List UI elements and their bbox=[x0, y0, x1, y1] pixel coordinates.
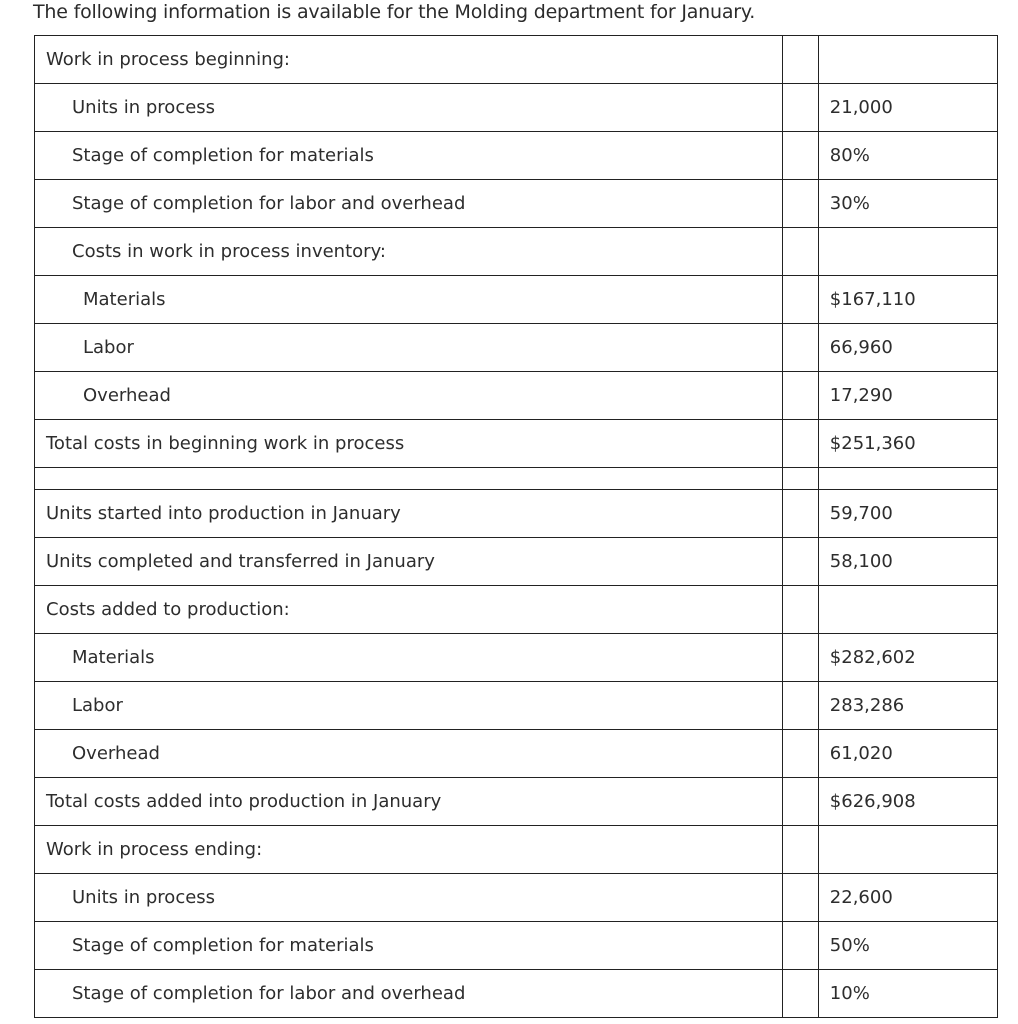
spacer-cell bbox=[782, 132, 818, 180]
table-row bbox=[35, 228, 998, 276]
spacer-cell bbox=[782, 420, 818, 468]
table-row bbox=[35, 874, 998, 922]
table-row bbox=[35, 538, 998, 586]
row-value bbox=[818, 468, 997, 490]
row-value bbox=[818, 36, 997, 84]
row-label: Stage of completion for materials bbox=[35, 922, 783, 970]
row-label: Overhead bbox=[35, 372, 783, 420]
table-row bbox=[35, 180, 998, 228]
spacer-cell bbox=[782, 778, 818, 826]
row-value: $282,602 bbox=[818, 634, 997, 682]
row-label: Costs in work in process inventory: bbox=[35, 228, 783, 276]
row-value bbox=[818, 228, 997, 276]
row-value: $626,908 bbox=[818, 778, 997, 826]
table-row bbox=[35, 468, 998, 490]
table-row bbox=[35, 324, 998, 372]
row-value: 30% bbox=[818, 180, 997, 228]
intro-text: The following information is available for the Molding department for January. bbox=[33, 1, 756, 23]
table-row bbox=[35, 682, 998, 730]
spacer-cell bbox=[782, 468, 818, 490]
row-label: Units started into production in January bbox=[35, 490, 783, 538]
spacer-cell bbox=[782, 228, 818, 276]
row-label: Costs added to production: bbox=[35, 586, 783, 634]
row-value: 17,290 bbox=[818, 372, 997, 420]
row-label: Stage of completion for labor and overhead bbox=[35, 970, 783, 1018]
row-value bbox=[818, 586, 997, 634]
row-value: $251,360 bbox=[818, 420, 997, 468]
row-label: Labor bbox=[35, 324, 783, 372]
row-label: Stage of completion for labor and overhead bbox=[35, 180, 783, 228]
row-value: 66,960 bbox=[818, 324, 997, 372]
spacer-cell bbox=[782, 730, 818, 778]
spacer-cell bbox=[782, 586, 818, 634]
spacer-cell bbox=[782, 84, 818, 132]
row-label: Units completed and transferred in January bbox=[35, 538, 783, 586]
table-row bbox=[35, 586, 998, 634]
row-label: Work in process beginning: bbox=[35, 36, 783, 84]
row-label: Labor bbox=[35, 682, 783, 730]
row-label: Materials bbox=[35, 276, 783, 324]
spacer-cell bbox=[782, 970, 818, 1018]
row-value: 283,286 bbox=[818, 682, 997, 730]
row-value: 80% bbox=[818, 132, 997, 180]
table-row bbox=[35, 420, 998, 468]
spacer-cell bbox=[782, 180, 818, 228]
row-value: 21,000 bbox=[818, 84, 997, 132]
row-label: Total costs added into production in January bbox=[35, 778, 783, 826]
row-value: 58,100 bbox=[818, 538, 997, 586]
row-value: 10% bbox=[818, 970, 997, 1018]
department-data-table bbox=[34, 35, 998, 1018]
spacer-cell bbox=[782, 874, 818, 922]
row-label: Work in process ending: bbox=[35, 826, 783, 874]
row-value: 61,020 bbox=[818, 730, 997, 778]
row-label: Stage of completion for materials bbox=[35, 132, 783, 180]
row-value: 50% bbox=[818, 922, 997, 970]
spacer-cell bbox=[782, 324, 818, 372]
table-row bbox=[35, 970, 998, 1018]
table-row bbox=[35, 276, 998, 324]
row-label: Units in process bbox=[35, 84, 783, 132]
table-row bbox=[35, 634, 998, 682]
spacer-cell bbox=[782, 36, 818, 84]
row-label bbox=[35, 468, 783, 490]
table-row bbox=[35, 36, 998, 84]
table-row bbox=[35, 730, 998, 778]
table-row bbox=[35, 778, 998, 826]
table-row bbox=[35, 132, 998, 180]
spacer-cell bbox=[782, 372, 818, 420]
table-row bbox=[35, 372, 998, 420]
spacer-cell bbox=[782, 634, 818, 682]
row-value: 22,600 bbox=[818, 874, 997, 922]
table-row bbox=[35, 84, 998, 132]
row-label: Overhead bbox=[35, 730, 783, 778]
spacer-cell bbox=[782, 682, 818, 730]
row-label: Materials bbox=[35, 634, 783, 682]
table-row bbox=[35, 922, 998, 970]
row-label: Units in process bbox=[35, 874, 783, 922]
table-row bbox=[35, 826, 998, 874]
row-value: 59,700 bbox=[818, 490, 997, 538]
spacer-cell bbox=[782, 276, 818, 324]
spacer-cell bbox=[782, 490, 818, 538]
row-label: Total costs in beginning work in process bbox=[35, 420, 783, 468]
row-value: $167,110 bbox=[818, 276, 997, 324]
spacer-cell bbox=[782, 826, 818, 874]
row-value bbox=[818, 826, 997, 874]
spacer-cell bbox=[782, 538, 818, 586]
spacer-cell bbox=[782, 922, 818, 970]
table-row bbox=[35, 490, 998, 538]
